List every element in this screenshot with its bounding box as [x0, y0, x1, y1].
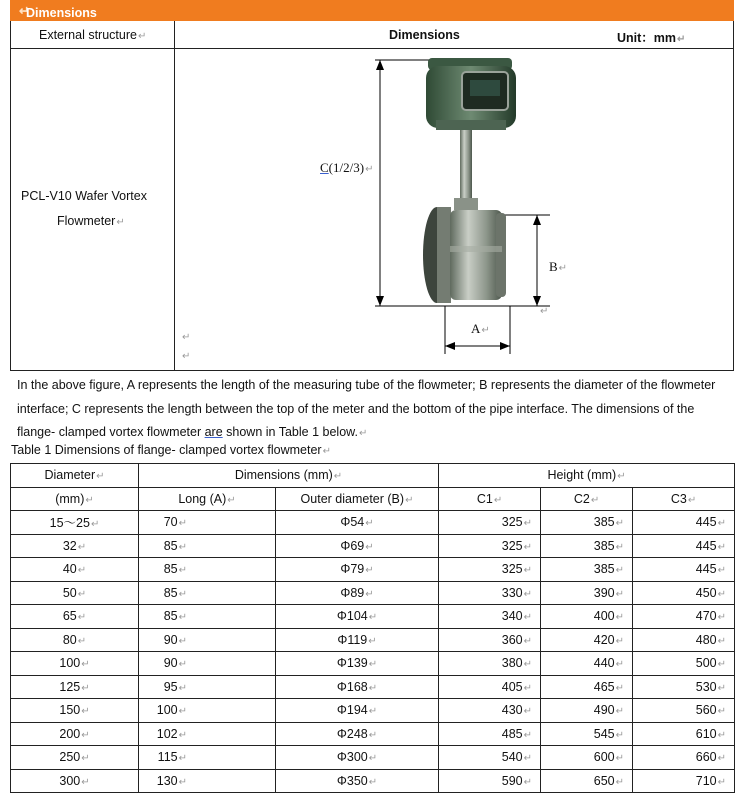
return-arrow-icon: ↵	[227, 494, 236, 506]
cell-long: 90↵	[139, 628, 276, 652]
cell-outer: Φ104↵	[276, 605, 439, 629]
return-arrow-icon: ↵	[615, 706, 625, 718]
cell-c2: 400↵	[541, 605, 633, 629]
cell-c1: 330↵	[439, 581, 541, 605]
cell-c3: 445↵	[633, 534, 735, 558]
return-arrow-icon: ↵	[81, 753, 90, 765]
long-header: Long (A)↵	[139, 487, 276, 511]
return-arrow-icon: ↵	[717, 706, 727, 718]
cell-c3: 445↵	[633, 558, 735, 582]
return-arrow-icon: ↵	[523, 541, 533, 553]
cell-c1: 540↵	[439, 746, 541, 770]
description-paragraph: In the above figure, A represents the length of the measuring tube of the flowmeter; B represents the diameter of the flowmeter interface; C represents the length between the top of the meter and the bottom of the pipe interface. The dimensions of the flange- clamped vortex flowmeter are shown in Table 1 below.↵	[17, 378, 716, 439]
return-arrow-icon: ↵	[523, 612, 533, 624]
cell-c1: 325↵	[439, 558, 541, 582]
return-arrow-icon: ↵	[90, 519, 100, 531]
cell-c2: 385↵	[541, 558, 633, 582]
cell-diameter: 80↵	[11, 628, 139, 652]
return-arrow-icon: ↵	[523, 588, 533, 600]
return-arrow-icon: ↵	[96, 471, 105, 483]
return-arrow-icon: ↵	[116, 217, 125, 228]
dimension-c-label: C(1/2/3)↵	[320, 160, 374, 175]
cell-long: 102↵	[139, 722, 276, 746]
table-row	[11, 558, 735, 582]
cell-c3: 445↵	[633, 511, 735, 535]
return-arrow-icon: ↵	[717, 635, 727, 647]
return-arrow-icon: ↵	[615, 612, 625, 624]
table-row	[11, 628, 735, 652]
return-arrow-icon: ↵	[615, 518, 625, 530]
return-arrow-icon: ↵	[717, 565, 727, 577]
dimensions-table	[10, 463, 735, 793]
cell-c2: 385↵	[541, 511, 633, 535]
return-arrow-icon: ↵	[523, 729, 533, 741]
return-arrow-icon: ↵	[523, 518, 533, 530]
cell-diameter: 125↵	[11, 675, 139, 699]
return-arrow-icon: ↵	[77, 588, 87, 600]
cell-diameter: 65↵	[11, 605, 139, 629]
return-arrow-icon: ↵	[178, 588, 187, 600]
c1-header: C1↵	[439, 487, 541, 511]
return-arrow-icon: ↵	[615, 776, 625, 788]
return-arrow-icon: ↵	[523, 706, 533, 718]
return-arrow-icon: ↵	[617, 471, 626, 483]
return-arrow-icon: ↵	[717, 682, 727, 694]
return-arrow-icon: ↵	[81, 659, 90, 671]
return-arrow-icon: ↵	[81, 776, 90, 788]
return-arrow-icon: ↵	[178, 753, 187, 765]
cell-long: 70↵	[139, 511, 276, 535]
section-title: Dimensions ↵	[19, 4, 97, 20]
cell-c3: 500↵	[633, 652, 735, 676]
return-arrow-icon: ↵	[717, 729, 727, 741]
cell-long: 95↵	[139, 675, 276, 699]
return-arrow-icon: ↵	[405, 494, 414, 506]
return-arrow-icon: ↵	[182, 351, 191, 362]
cell-outer: Φ79↵	[276, 558, 439, 582]
return-arrow-icon: ↵	[368, 706, 378, 718]
return-arrow-icon: ↵	[368, 635, 377, 647]
cell-c2: 490↵	[541, 699, 633, 723]
return-arrow-icon: ↵	[523, 776, 533, 788]
return-arrow-icon: ↵	[365, 518, 374, 530]
dimensions-group-header: Dimensions (mm)↵	[139, 464, 439, 488]
cell-c3: 710↵	[633, 769, 735, 793]
return-arrow-icon: ↵	[687, 494, 697, 506]
table-row	[11, 746, 735, 770]
diameter-unit-header: (mm)↵	[11, 487, 139, 511]
return-arrow-icon: ↵	[493, 494, 503, 506]
return-arrow-icon: ↵	[178, 635, 187, 647]
cell-diameter: 150↵	[11, 699, 139, 723]
cell-c2: 465↵	[541, 675, 633, 699]
return-arrow-icon: ↵	[85, 494, 94, 506]
return-arrow-icon: ↵	[615, 588, 625, 600]
cell-c3: 530↵	[633, 675, 735, 699]
table-row	[11, 581, 735, 605]
return-arrow-icon: ↵	[615, 565, 625, 577]
product-name-line1: PCL-V10 Wafer Vortex	[21, 189, 147, 203]
return-arrow-icon: ↵	[178, 565, 187, 577]
cell-c2: 600↵	[541, 746, 633, 770]
return-arrow-icon: ↵	[178, 706, 187, 718]
return-arrow-icon: ↵	[590, 494, 600, 506]
cell-c2: 390↵	[541, 581, 633, 605]
cell-diameter: 100↵	[11, 652, 139, 676]
return-arrow-icon: ↵	[717, 776, 727, 788]
cell-diameter: 32↵	[11, 534, 139, 558]
return-arrow-icon: ↵	[558, 263, 568, 274]
return-arrow-icon: ↵	[365, 588, 374, 600]
outer-diameter-header: Outer diameter (B)↵	[276, 487, 439, 511]
cell-outer: Φ89↵	[276, 581, 439, 605]
cell-c2: 650↵	[541, 769, 633, 793]
cell-c3: 470↵	[633, 605, 735, 629]
return-arrow-icon: ↵	[615, 682, 625, 694]
cell-c1: 430↵	[439, 699, 541, 723]
cell-outer: Φ168↵	[276, 675, 439, 699]
return-arrow-icon: ↵	[717, 541, 727, 553]
return-arrow-icon: ↵	[481, 325, 490, 336]
table-row	[11, 511, 735, 535]
return-arrow-icon: ↵	[523, 753, 533, 765]
return-arrow-icon: ↵	[717, 612, 727, 624]
cell-diameter: 40↵	[11, 558, 139, 582]
cell-c1: 405↵	[439, 675, 541, 699]
cell-outer: Φ139↵	[276, 652, 439, 676]
return-arrow-icon: ↵	[178, 776, 187, 788]
return-arrow-icon: ↵	[523, 635, 533, 647]
return-arrow-icon: ↵	[677, 34, 686, 45]
cell-long: 85↵	[139, 558, 276, 582]
cell-c1: 380↵	[439, 652, 541, 676]
return-arrow-icon: ↵	[615, 659, 625, 671]
cell-outer: Φ194↵	[276, 699, 439, 723]
return-arrow-icon: ↵	[178, 518, 187, 530]
table-caption: Table 1 Dimensions of flange- clamped vortex flowmeter↵	[11, 443, 331, 457]
return-arrow-icon: ↵	[717, 588, 727, 600]
return-arrow-icon: ↵	[77, 635, 87, 647]
return-arrow-icon: ↵	[81, 706, 90, 718]
return-arrow-icon: ↵	[77, 565, 87, 577]
cell-c1: 340↵	[439, 605, 541, 629]
return-arrow-icon: ↵	[717, 659, 727, 671]
return-arrow-icon: ↵	[523, 682, 533, 694]
table-row	[11, 652, 735, 676]
cell-c1: 325↵	[439, 534, 541, 558]
return-arrow-icon: ↵	[77, 541, 87, 553]
diameter-header: Diameter↵	[11, 464, 139, 488]
return-arrow-icon: ↵	[615, 635, 625, 647]
return-arrow-icon: ↵	[717, 518, 727, 530]
table-row	[11, 769, 735, 793]
cell-diameter: 250↵	[11, 746, 139, 770]
cell-outer: Φ119↵	[276, 628, 439, 652]
cell-long: 85↵	[139, 605, 276, 629]
return-arrow-icon: ↵	[615, 729, 625, 741]
return-arrow-icon: ↵	[178, 612, 187, 624]
cell-long: 115↵	[139, 746, 276, 770]
cell-c2: 385↵	[541, 534, 633, 558]
cell-outer: Φ54↵	[276, 511, 439, 535]
cell-outer: Φ350↵	[276, 769, 439, 793]
table-row	[11, 722, 735, 746]
table-row	[11, 699, 735, 723]
cell-c3: 450↵	[633, 581, 735, 605]
return-arrow-icon: ↵	[19, 4, 30, 18]
cell-c3: 480↵	[633, 628, 735, 652]
cell-diameter: 300↵	[11, 769, 139, 793]
cell-long: 100↵	[139, 699, 276, 723]
table-row	[11, 534, 735, 558]
cell-c1: 590↵	[439, 769, 541, 793]
return-arrow-icon: ↵	[178, 541, 187, 553]
product-name-line2: Flowmeter↵	[57, 214, 125, 228]
return-arrow-icon: ↵	[368, 612, 378, 624]
return-arrow-icon: ↵	[178, 659, 187, 671]
dimension-a-label: A↵	[471, 321, 490, 336]
return-arrow-icon: ↵	[365, 541, 374, 553]
return-arrow-icon: ↵	[615, 753, 625, 765]
cell-long: 130↵	[139, 769, 276, 793]
return-arrow-icon: ↵	[81, 682, 90, 694]
height-group-header: Height (mm)↵	[439, 464, 735, 488]
external-structure-header: External structure↵	[39, 28, 147, 42]
return-arrow-icon: ↵	[540, 306, 549, 317]
cell-c1: 360↵	[439, 628, 541, 652]
cell-long: 85↵	[139, 534, 276, 558]
return-arrow-icon: ↵	[322, 446, 331, 457]
c2-header: C2↵	[541, 487, 633, 511]
cell-long: 85↵	[139, 581, 276, 605]
cell-outer: Φ248↵	[276, 722, 439, 746]
c3-header: C3↵	[633, 487, 735, 511]
cell-c1: 325↵	[439, 511, 541, 535]
return-arrow-icon: ↵	[368, 682, 378, 694]
cell-c2: 545↵	[541, 722, 633, 746]
cell-c3: 610↵	[633, 722, 735, 746]
return-arrow-icon: ↵	[358, 428, 368, 439]
cell-c2: 420↵	[541, 628, 633, 652]
section-header	[10, 0, 734, 21]
return-arrow-icon: ↵	[333, 471, 343, 483]
return-arrow-icon: ↵	[182, 332, 191, 343]
cell-outer: Φ300↵	[276, 746, 439, 770]
return-arrow-icon: ↵	[523, 659, 533, 671]
cell-c2: 440↵	[541, 652, 633, 676]
cell-long: 90↵	[139, 652, 276, 676]
return-arrow-icon: ↵	[523, 565, 533, 577]
return-arrow-icon: ↵	[178, 729, 187, 741]
return-arrow-icon: ↵	[615, 541, 625, 553]
dimension-b-label: B↵	[549, 259, 568, 274]
return-arrow-icon: ↵	[368, 753, 378, 765]
cell-c3: 660↵	[633, 746, 735, 770]
cell-c3: 560↵	[633, 699, 735, 723]
table-row	[11, 605, 735, 629]
return-arrow-icon: ↵	[717, 753, 727, 765]
cell-outer: Φ69↵	[276, 534, 439, 558]
table-row	[11, 675, 735, 699]
return-arrow-icon: ↵	[365, 164, 374, 175]
return-arrow-icon: ↵	[368, 776, 378, 788]
return-arrow-icon: ↵	[365, 565, 374, 577]
return-arrow-icon: ↵	[137, 31, 147, 42]
return-arrow-icon: ↵	[368, 729, 378, 741]
return-arrow-icon: ↵	[81, 729, 90, 741]
cell-diameter: 200↵	[11, 722, 139, 746]
unit-label: Unit：mm↵	[617, 31, 686, 45]
return-arrow-icon: ↵	[368, 659, 378, 671]
cell-c1: 485↵	[439, 722, 541, 746]
dimensions-header: Dimensions	[389, 28, 460, 42]
return-arrow-icon: ↵	[178, 682, 187, 694]
cell-diameter: 50↵	[11, 581, 139, 605]
flowmeter-figure	[300, 48, 580, 368]
cell-diameter: 15～25↵	[11, 511, 139, 535]
return-arrow-icon: ↵	[77, 612, 87, 624]
